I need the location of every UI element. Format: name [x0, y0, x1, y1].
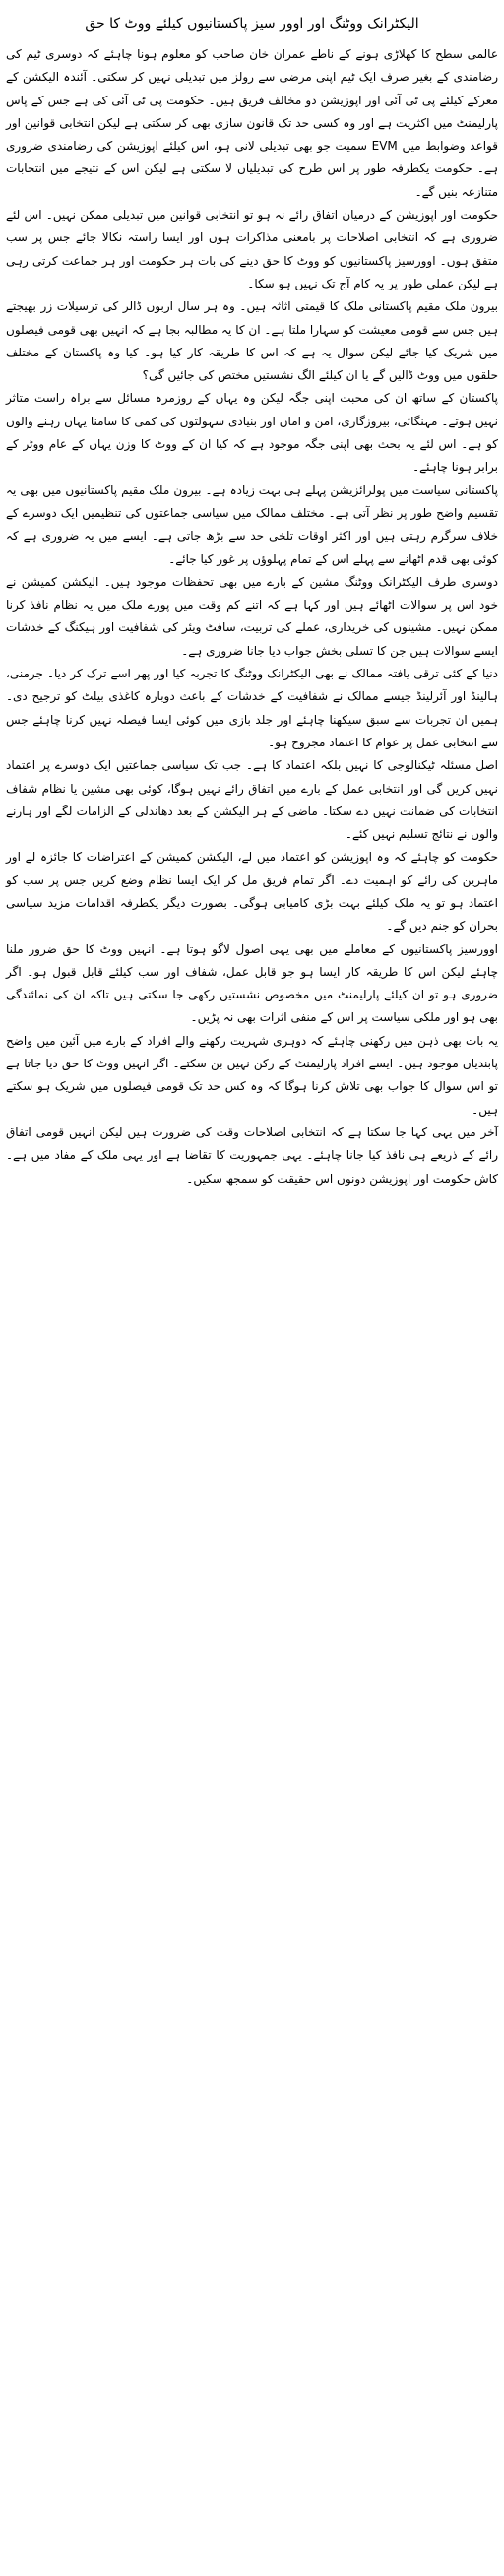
article-paragraph: اوورسیز پاکستانیوں کے معاملے میں بھی یہی اصول لاگو ہوتا ہے۔ انہیں ووٹ کا حق ضرور ملنا چاہئے لیکن اس کا طریقہ کار ایسا ہو جو قابل عمل، شفاف اور سب کیلئے قابل قبول ہو۔ اگر ضروری ہو تو ان کیلئے پارلیمنٹ میں مخصوص نشستیں رکھی جا سکتی ہیں تاکہ ان کی نمائندگی بھی ہو اور ملکی سیاست پر اس کے منفی اثرات بھی نہ پڑیں۔: [6, 941, 498, 1025]
article-paragraph: عالمی سطح کا کھلاڑی ہونے کے ناطے عمران خان صاحب کو معلوم ہونا چاہئے کہ دوسری ٹیم کی رضامندی کے بغیر صرف ایک ٹیم اپنی مرضی سے رولز میں تبدیلی نہیں کر سکتی۔ آئندہ الیکشن کے معرکے کیلئے پی ٹی آئی اور اپوزیشن دو مخالف فریق ہیں۔ حکومت پی ٹی آئی کی ہے جس کے پاس پارلیمنٹ میں اکثریت ہے اور وہ کسی حد تک قانون سازی بھی کر سکتی ہے لیکن انتخابی قوانین اور قواعد وضوابط میں EVM سمیت جو بھی تبدیلی لانی ہو، اس کیلئے اپوزیشن کی رضامندی ضروری ہے۔ حکومت یکطرفہ طور پر اس طرح کی تبدیلیاں لا سکتی ہے لیکن اس کے نتیجے میں انتخابات متنازعہ بنیں گے۔: [6, 47, 499, 199]
article-body: [6, 43, 498, 1191]
article-paragraph: اصل مسئلہ ٹیکنالوجی کا نہیں بلکہ اعتماد کا ہے۔ جب تک سیاسی جماعتیں ایک دوسرے پر اعتماد نہیں کریں گی اور انتخابی عمل کے بارے میں اتفاق رائے نہیں ہوگا، کوئی بھی مشین یا نظام شفاف انتخابات کی ضمانت نہیں دے سکتا۔ ماضی کے ہر الیکشن کے بعد دھاندلی کے الزامات لگے اور ہارنے والوں نے نتائج تسلیم نہیں کئے۔: [6, 758, 498, 842]
article-paragraph: آخر میں یہی کہا جا سکتا ہے کہ انتخابی اصلاحات وقت کی ضرورت ہیں لیکن انہیں قومی اتفاق رائے کے ذریعے ہی نافذ کیا جانا چاہئے۔ یہی جمہوریت کا تقاضا ہے اور یہی ملک کے مفاد میں ہے۔ کاش حکومت اور اپوزیشن دونوں اس حقیقت کو سمجھ سکیں۔: [6, 1125, 498, 1186]
article-paragraph: پاکستان کے ساتھ ان کی محبت اپنی جگہ لیکن وہ یہاں کے روزمرہ مسائل سے براہ راست متاثر نہیں ہوتے۔ مہنگائی، بیروزگاری، امن و امان اور بنیادی سہولتوں کی کمی کا سامنا یہاں رہنے والوں کو ہے۔ اس لئے یہ بحث بھی اپنی جگہ موجود ہے کہ کیا ان کے ووٹ کا وزن یہاں کے عام ووٹر کے برابر ہونا چاہئے۔: [6, 391, 498, 475]
article-paragraph: دنیا کے کئی ترقی یافتہ ممالک نے بھی الیکٹرانک ووٹنگ کا تجربہ کیا اور پھر اسے ترک کر دیا۔ جرمنی، ہالینڈ اور آئرلینڈ جیسے ممالک نے شفافیت کے خدشات کے باعث دوبارہ کاغذی بیلٹ کو ترجیح دی۔ ہمیں ان تجربات سے سبق سیکھنا چاہئے اور جلد بازی میں کوئی ایسا فیصلہ نہیں کرنا چاہئے جس سے انتخابی عمل پر عوام کا اعتماد مجروح ہو۔: [6, 667, 498, 749]
article-headline: الیکٹرانک ووٹنگ اور اوور سیز پاکستانیوں کیلئے ووٹ کا حق: [85, 16, 419, 32]
article-paragraph: حکومت کو چاہئے کہ وہ اپوزیشن کو اعتماد میں لے، الیکشن کمیشن کے اعتراضات کا جائزہ لے اور ماہرین کی رائے کو اہمیت دے۔ اگر تمام فریق مل کر ایک ایسا نظام وضع کریں جس پر سب کو اعتماد ہو تو یہ ملک کیلئے بہت بڑی کامیابی ہوگی۔ بصورت دیگر یکطرفہ اقدامات مزید سیاسی بحران کو جنم دیں گے۔: [6, 850, 498, 934]
article-paragraph: یہ بات بھی ذہن میں رکھنی چاہئے کہ دوہری شہریت رکھنے والے افراد کے بارے میں آئین میں واضح پابندیاں موجود ہیں۔ ایسے افراد پارلیمنٹ کے رکن نہیں بن سکتے۔ اگر انہیں ووٹ کا حق دیا جاتا ہے تو اس سوال کا جواب بھی تلاش کرنا ہوگا کہ وہ کس حد تک قومی فیصلوں میں شریک ہو سکتے ہیں۔: [6, 1033, 498, 1117]
article-paragraph: بیرون ملک مقیم پاکستانی ملک کا قیمتی اثاثہ ہیں۔ وہ ہر سال اربوں ڈالر کی ترسیلات زر بھیجتے ہیں جس سے قومی معیشت کو سہارا ملتا ہے۔ ان کا یہ مطالبہ بجا ہے کہ انہیں بھی قومی فیصلوں میں شریک کیا جائے لیکن سوال یہ ہے کہ اس کا طریقہ کار کیا ہو۔ کیا وہ پاکستان کے مختلف حلقوں میں ووٹ ڈالیں گے یا ان کیلئے الگ نشستیں مختص کی جائیں گی؟: [6, 299, 498, 383]
article-paragraph: حکومت اور اپوزیشن کے درمیان اتفاق رائے نہ ہو تو انتخابی قوانین میں تبدیلی ممکن نہیں۔ اس لئے ضروری ہے کہ انتخابی اصلاحات پر بامعنی مذاکرات ہوں اور ایسا راستہ نکالا جائے جس پر سب متفق ہوں۔ اوورسیز پاکستانیوں کو ووٹ کا حق دینے کی بات ہر حکومت اور ہر جماعت کرتی رہی ہے لیکن عملی طور پر یہ کام آج تک نہیں ہو سکا۔: [6, 208, 498, 290]
article-paragraph: دوسری طرف الیکٹرانک ووٹنگ مشین کے بارے میں بھی تحفظات موجود ہیں۔ الیکشن کمیشن نے خود اس پر سوالات اٹھائے ہیں اور کہا ہے کہ اتنے کم وقت میں پورے ملک میں یہ نظام نافذ کرنا ممکن نہیں۔ مشینوں کی خریداری، عملے کی تربیت، سافٹ ویئر کی شفافیت اور ہیکنگ کے خدشات ایسے سوالات ہیں جن کا تسلی بخش جواب دیا جانا ضروری ہے۔: [6, 574, 498, 658]
article-paragraph: پاکستانی سیاست میں پولرائزیشن پہلے ہی بہت زیادہ ہے۔ بیرون ملک مقیم پاکستانیوں میں بھی یہ تقسیم واضح طور پر نظر آتی ہے۔ مختلف ممالک میں سیاسی جماعتوں کی تنظیمیں ایک دوسرے کے خلاف سرگرم رہتی ہیں اور اکثر اوقات تلخی حد سے بڑھ جاتی ہے۔ ایسے میں یہ ضروری ہے کہ کوئی بھی قدم اٹھانے سے پہلے اس کے تمام پہلوؤں پر غور کیا جائے۔: [6, 483, 498, 566]
